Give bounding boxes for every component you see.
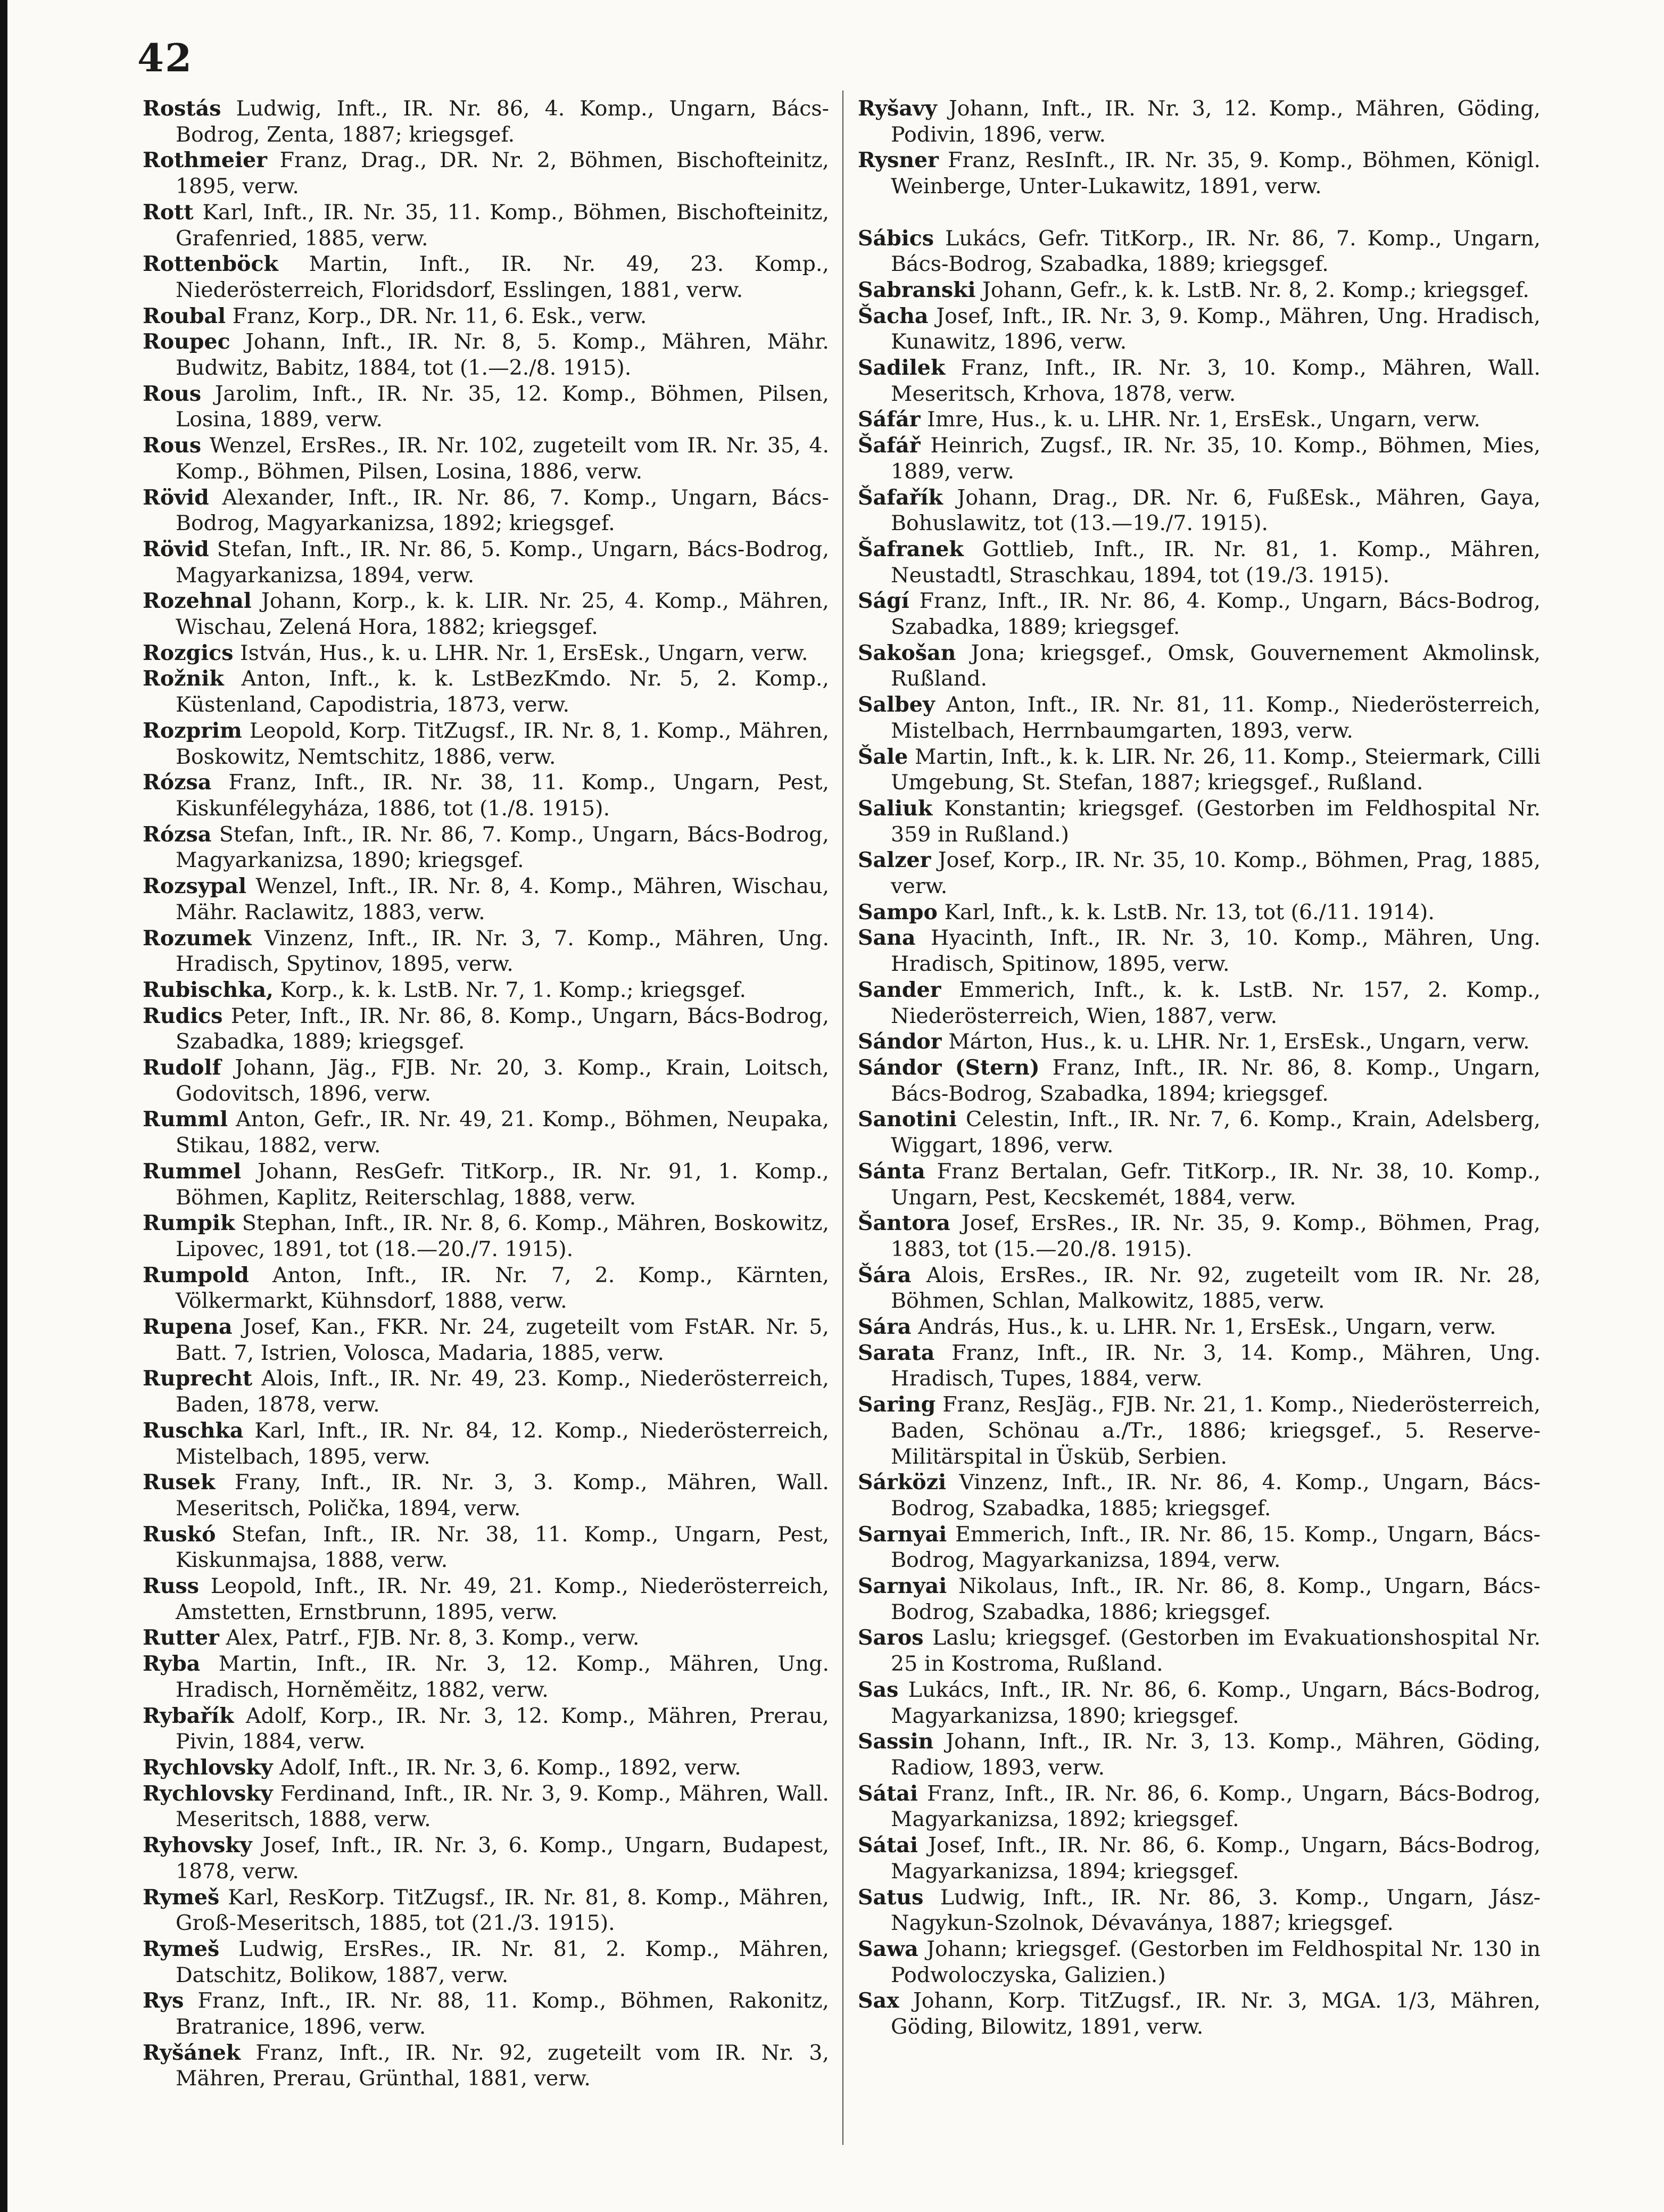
list-item (143, 1988, 829, 2040)
entry-surname: Rumml (143, 1107, 228, 1132)
list-item (143, 2040, 829, 2092)
entry-details: Alois, ErsRes., IR. Nr. 92, zugeteilt vom IR. Nr. 28, Böhmen, Schlan, Malkowitz, 1885, verw. (891, 1262, 1541, 1314)
entry-details: Ludwig, Inft., IR. Nr. 86, 3. Komp., Ungarn, Jász-Nagykun-Szolnok, Dévaványa, 1887; kriegsgef. (891, 1885, 1541, 1936)
entry-details: Anton, Gefr., IR. Nr. 49, 21. Komp., Böhmen, Neupaka, Stikau, 1882, verw. (176, 1107, 829, 1158)
entry-details: Franz, Drag., DR. Nr. 2, Böhmen, Bischofteinitz, 1895, verw. (176, 148, 829, 199)
entry-details: Josef, Korp., IR. Nr. 35, 10. Komp., Böhmen, Prag, 1885, verw. (891, 848, 1541, 899)
entry-details: Wenzel, ErsRes., IR. Nr. 102, zugeteilt vom IR. Nr. 35, 4. Komp., Böhmen, Pilsen, Losina, 1886, verw. (176, 433, 830, 484)
entry-details: Jona; kriegsgef., Omsk, Gouvernement Akmolinsk, Rußland. (891, 640, 1541, 691)
entry-details: Laslu; kriegsgef. (Gestorben im Evakuationshospital Nr. 25 in Kostroma, Rußland. (891, 1625, 1541, 1677)
entry-surname: Roubal (143, 303, 226, 328)
entry-surname: Sampo (858, 899, 938, 925)
list-item (858, 1470, 1541, 1521)
list-item (143, 1055, 829, 1107)
list-item (143, 329, 829, 381)
entry-surname: Ryšavy (858, 96, 937, 121)
entry-details: Anton, Inft., IR. Nr. 81, 11. Komp., Niederösterreich, Mistelbach, Herrnbaumgarten, 1893, verw. (891, 692, 1541, 743)
list-item (143, 1003, 829, 1055)
entry-surname: Šafář (858, 433, 921, 458)
list-item (143, 1314, 829, 1366)
entry-surname: Ruskó (143, 1522, 216, 1547)
entry-surname: Rupena (143, 1315, 233, 1340)
list-item (143, 1159, 829, 1210)
entry-surname: Rummel (143, 1159, 242, 1184)
list-item (143, 537, 829, 588)
list-item (143, 770, 829, 821)
list-item (858, 1314, 1541, 1340)
entry-surname: Ságí (858, 589, 909, 614)
entry-surname: Sas (858, 1677, 899, 1702)
entry-details: Emmerich, Inft., IR. Nr. 86, 15. Komp., Ungarn, Bács-Bodrog, Magyarkanizsa, 1894, verw. (891, 1522, 1541, 1573)
entry-details: Imre, Hus., k. u. LHR. Nr. 1, ErsEsk., Ungarn, verw. (927, 407, 1480, 432)
entry-surname: Ruschka (143, 1418, 244, 1443)
entry-surname: Rozsypal (143, 874, 247, 899)
list-item (143, 666, 829, 717)
entry-surname: Rottenböck (143, 252, 278, 277)
list-item (858, 1988, 1541, 2040)
entry-surname: Rózsa (143, 770, 212, 795)
list-item (143, 718, 829, 770)
entry-details: Emmerich, Inft., k. k. LstB. Nr. 157, 2. Komp., Niederösterreich, Wien, 1887, verw. (891, 977, 1541, 1028)
entry-surname: Šafařík (858, 485, 943, 510)
list-item (143, 1366, 829, 1417)
entry-details: Konstantin; kriegsgef. (Gestorben im Feldhospital Nr. 359 in Rußland.) (891, 796, 1541, 847)
list-item (858, 1029, 1541, 1055)
list-item (858, 1522, 1541, 1573)
list-item (143, 1522, 829, 1573)
list-item (858, 1833, 1541, 1884)
list-item (143, 147, 829, 199)
list-item (858, 744, 1541, 796)
entry-details: Franz, Inft., IR. Nr. 3, 14. Komp., Mähren, Ung. Hradisch, Tupes, 1884, verw. (891, 1340, 1541, 1391)
list-item (143, 200, 829, 251)
entry-surname: Sanotini (858, 1107, 957, 1132)
entry-details: Ludwig, ErsRes., IR. Nr. 81, 2. Komp., Mähren, Datschitz, Bolikow, 1887, verw. (176, 1936, 829, 1987)
entry-surname: Rous (143, 433, 202, 458)
scan-border (0, 0, 7, 2212)
entry-surname: Rumpik (143, 1211, 235, 1236)
list-item (143, 1755, 829, 1781)
entry-surname: Sax (858, 1988, 899, 2013)
entry-surname: Russ (143, 1574, 200, 1599)
entry-details: Ludwig, Inft., IR. Nr. 86, 4. Komp., Ungarn, Bács-Bodrog, Zenta, 1887; kriegsgef. (176, 96, 829, 147)
page-number: 42 (137, 35, 193, 80)
entry-details: Franz, ResInft., IR. Nr. 35, 9. Komp., Böhmen, Königl. Weinberge, Unter-Lukawitz, 1891, verw. (891, 148, 1541, 199)
entry-details: Karl, Inft., k. k. LstB. Nr. 13, tot (6./11. 1914). (944, 899, 1435, 925)
entry-details: Stefan, Inft., IR. Nr. 86, 7. Komp., Ungarn, Bács-Bodrog, Magyarkanizsa, 1890; kriegsgef. (176, 822, 829, 873)
entry-details: Leopold, Korp. TitZugsf., IR. Nr. 8, 1. Komp., Mähren, Boskowitz, Nemtschitz, 1886, verw. (176, 718, 829, 769)
entry-surname: Rychlovsky (143, 1781, 273, 1806)
list-item (858, 96, 1541, 147)
entry-surname: Sára (858, 1315, 912, 1340)
entry-surname: Rusek (143, 1470, 216, 1495)
list-item (858, 147, 1541, 199)
list-item (858, 303, 1541, 355)
entry-details: Johann, Inft., IR. Nr. 3, 13. Komp., Mähren, Göding, Radiow, 1893, verw. (891, 1729, 1541, 1780)
list-item (858, 433, 1541, 484)
list-item (858, 925, 1541, 977)
list-item (858, 1573, 1541, 1625)
entry-surname: Sakošan (858, 640, 956, 665)
left-column (143, 96, 829, 2092)
list-item (858, 1936, 1541, 1988)
list-item (858, 847, 1541, 899)
entry-surname: Sábics (858, 226, 934, 251)
entry-surname: Ryba (143, 1652, 201, 1677)
list-item (143, 1625, 829, 1651)
entry-surname: Rybařík (143, 1703, 234, 1728)
entry-details: Stephan, Inft., IR. Nr. 8, 6. Komp., Mähren, Boskowitz, Lipovec, 1891, tot (18.—20./7. 1915). (176, 1211, 830, 1261)
entry-details: Johann, Inft., IR. Nr. 8, 5. Komp., Mähren, Mähr. Budwitz, Babitz, 1884, tot (1.—2./8. 1915). (176, 329, 829, 381)
list-item (858, 796, 1541, 847)
list-item (143, 640, 829, 666)
right-column (858, 96, 1541, 2040)
entry-surname: Šale (858, 744, 908, 769)
entry-surname: Rozehnal (143, 589, 252, 614)
entry-details: Celestin, Inft., IR. Nr. 7, 6. Komp., Krain, Adelsberg, Wiggart, 1896, verw. (891, 1107, 1541, 1158)
list-item (143, 977, 829, 1003)
list-item (143, 433, 829, 484)
entry-details: Johann, Korp. TitZugsf., IR. Nr. 3, MGA. 1/3, Mähren, Göding, Bilowitz, 1891, verw. (891, 1988, 1541, 2040)
entry-surname: Ruprecht (143, 1366, 253, 1391)
list-item (858, 588, 1541, 640)
entry-surname: Sátai (858, 1833, 918, 1858)
list-item (143, 588, 829, 640)
entry-details: Wenzel, Inft., IR. Nr. 8, 4. Komp., Mähren, Wischau, Mähr. Raclawitz, 1883, verw. (176, 874, 829, 925)
entry-surname: Rott (143, 200, 194, 225)
entry-details: Vinzenz, Inft., IR. Nr. 86, 4. Komp., Ungarn, Bács-Bodrog, Szabadka, 1885; kriegsgef. (891, 1470, 1541, 1521)
entry-details: Jarolim, Inft., IR. Nr. 35, 12. Komp., Böhmen, Pilsen, Losina, 1889, verw. (176, 381, 829, 432)
list-item (858, 1107, 1541, 1158)
list-item (143, 926, 829, 977)
entry-details: Franz, Inft., IR. Nr. 3, 10. Komp., Mähren, Wall. Meseritsch, Krhova, 1878, verw. (891, 356, 1541, 406)
entry-surname: Sándor (858, 1029, 942, 1054)
entry-surname: Sátai (858, 1781, 918, 1806)
entry-details: Franz, Inft., IR. Nr. 86, 8. Komp., Ungarn, Bács-Bodrog, Szabadka, 1894; kriegsgef. (891, 1055, 1541, 1106)
list-item (143, 873, 829, 925)
entry-surname: Šafranek (858, 537, 964, 562)
entry-surname: Sabranski (858, 277, 976, 302)
entry-details: Ferdinand, Inft., IR. Nr. 3, 9. Komp., Mähren, Wall. Meseritsch, 1888, verw. (176, 1781, 829, 1832)
list-item (143, 251, 829, 303)
entry-surname: Šára (858, 1262, 912, 1287)
entry-details: Martin, Inft., IR. Nr. 3, 12. Komp., Mähren, Ung. Hradisch, Horněměitz, 1882, verw. (176, 1652, 829, 1702)
list-item (143, 485, 829, 537)
list-item (858, 640, 1541, 692)
entry-details: Josef, ErsRes., IR. Nr. 35, 9. Komp., Böhmen, Prag, 1883, tot (15.—20./8. 1915). (891, 1211, 1541, 1261)
entry-surname: Saliuk (858, 796, 933, 821)
entry-surname: Rozumek (143, 926, 252, 951)
list-item (858, 1340, 1541, 1392)
list-item (858, 1159, 1541, 1210)
entry-details: Franz, Korp., DR. Nr. 11, 6. Esk., verw. (232, 303, 647, 328)
entry-details: András, Hus., k. u. LHR. Nr. 1, ErsEsk., Ungarn, verw. (918, 1315, 1496, 1340)
entry-surname: Ryhovsky (143, 1833, 252, 1858)
entry-details: Adolf, Inft., IR. Nr. 3, 6. Komp., 1892, verw. (279, 1755, 741, 1780)
entry-surname: Rys (143, 1988, 184, 2013)
list-item (858, 1210, 1541, 1262)
list-item (858, 692, 1541, 744)
entry-surname: Rudolf (143, 1055, 221, 1080)
entry-details: Márton, Hus., k. u. LHR. Nr. 1, ErsEsk., Ungarn, verw. (948, 1029, 1530, 1054)
list-item (858, 1262, 1541, 1314)
entry-details: Alexander, Inft., IR. Nr. 86, 7. Komp., Ungarn, Bács-Bodrog, Magyarkanizsa, 1892; kriegsgef. (176, 485, 829, 536)
entry-details: Josef, Inft., IR. Nr. 3, 9. Komp., Mähren, Ung. Hradisch, Kunawitz, 1896, verw. (891, 303, 1541, 354)
entry-details: Franz, Inft., IR. Nr. 88, 11. Komp., Böhmen, Rakonitz, Bratranice, 1896, verw. (176, 1988, 829, 2040)
entry-surname: Sándor (Stern) (858, 1055, 1040, 1080)
list-item (858, 407, 1541, 433)
entry-details: Alex, Patrf., FJB. Nr. 8, 3. Komp., verw. (226, 1625, 640, 1650)
list-item (858, 537, 1541, 588)
list-item (143, 1703, 829, 1755)
entry-surname: Roupec (143, 329, 230, 354)
entry-surname: Rudics (143, 1003, 223, 1028)
entry-details: Franz Bertalan, Gefr. TitKorp., IR. Nr. 38, 10. Komp., Ungarn, Pest, Kecskemét, 1884, verw. (891, 1159, 1541, 1210)
entry-surname: Sander (858, 977, 941, 1002)
entry-details: Josef, Kan., FKR. Nr. 24, zugeteilt vom FstAR. Nr. 5, Batt. 7, Istrien, Volosca, Madaria, 1885, verw. (176, 1315, 829, 1365)
entry-details: Josef, Inft., IR. Nr. 86, 6. Komp., Ungarn, Bács-Bodrog, Magyarkanizsa, 1894; kriegsgef. (891, 1833, 1541, 1884)
list-item (143, 96, 829, 147)
list-item (858, 1729, 1541, 1780)
entry-surname: Rozgics (143, 640, 234, 665)
entry-details: Karl, ResKorp. TitZugsf., IR. Nr. 81, 8. Komp., Mähren, Groß-Meseritsch, 1885, tot (21./3. 1915). (176, 1885, 829, 1936)
list-item (858, 1055, 1541, 1107)
entry-surname: Sárközi (858, 1470, 947, 1495)
list-item (858, 1392, 1541, 1470)
entry-surname: Rövid (143, 537, 209, 562)
entry-details: Hyacinth, Inft., IR. Nr. 3, 10. Komp., Mähren, Ung. Hradisch, Spitinow, 1895, verw. (891, 926, 1541, 977)
list-item (143, 381, 829, 433)
entry-surname: Sarata (858, 1340, 935, 1365)
list-item (858, 899, 1541, 926)
entry-surname: Rubischka, (143, 977, 274, 1002)
list-item (143, 1262, 829, 1314)
list-item (143, 1470, 829, 1521)
entry-details: Nikolaus, Inft., IR. Nr. 86, 8. Komp., Ungarn, Bács-Bodrog, Szabadka, 1886; kriegsgef. (891, 1574, 1541, 1624)
entry-surname: Sarnyai (858, 1522, 947, 1547)
entry-surname: Šantora (858, 1211, 950, 1236)
entry-details: Lukács, Gefr. TitKorp., IR. Nr. 86, 7. Komp., Ungarn, Bács-Bodrog, Szabadka, 1889; kriegsgef. (891, 226, 1541, 277)
list-item (858, 977, 1541, 1029)
entry-details: Frany, Inft., IR. Nr. 3, 3. Komp., Mähren, Wall. Meseritsch, Polička, 1894, verw. (176, 1470, 829, 1521)
entry-surname: Šacha (858, 303, 929, 328)
entry-surname: Rövid (143, 485, 209, 510)
entry-details: Johann, Gefr., k. k. LstB. Nr. 8, 2. Komp.; kriegsgef. (982, 277, 1529, 302)
entry-details: Martin, Inft., IR. Nr. 49, 23. Komp., Niederösterreich, Floridsdorf, Esslingen, 1881, verw. (176, 252, 829, 302)
list-item (143, 1107, 829, 1158)
entry-details: Stefan, Inft., IR. Nr. 38, 11. Komp., Ungarn, Pest, Kiskunmajsa, 1888, verw. (176, 1522, 830, 1573)
entry-details: Karl, Inft., IR. Nr. 35, 11. Komp., Böhmen, Bischofteinitz, Grafenried, 1885, verw. (176, 200, 829, 251)
entry-details: Anton, Inft., IR. Nr. 7, 2. Komp., Kärnten, Völkermarkt, Kühnsdorf, 1888, verw. (176, 1262, 830, 1314)
entry-surname: Rysner (858, 148, 939, 173)
entry-surname: Rostás (143, 96, 221, 121)
entry-details: Franz, Inft., IR. Nr. 92, zugeteilt vom IR. Nr. 3, Mähren, Prerau, Grünthal, 1881, verw. (176, 2040, 829, 2091)
list-item (858, 277, 1541, 303)
entry-details: Franz, Inft., IR. Nr. 86, 4. Komp., Ungarn, Bács-Bodrog, Szabadka, 1889; kriegsgef. (891, 589, 1541, 640)
entry-surname: Sarnyai (858, 1574, 947, 1599)
list-item (858, 1781, 1541, 1833)
entry-surname: Rous (143, 381, 202, 406)
entry-surname: Sawa (858, 1936, 918, 1961)
entry-details: Heinrich, Zugsf., IR. Nr. 35, 10. Komp., Böhmen, Mies, 1889, verw. (891, 433, 1541, 484)
list-item (143, 1833, 829, 1884)
entry-surname: Rózsa (143, 822, 212, 847)
list-item (143, 1210, 829, 1262)
entry-details: Stefan, Inft., IR. Nr. 86, 5. Komp., Ungarn, Bács-Bodrog, Magyarkanizsa, 1894, verw. (176, 537, 830, 588)
entry-details: István, Hus., k. u. LHR. Nr. 1, ErsEsk., Ungarn, verw. (240, 640, 808, 665)
entry-details: Josef, Inft., IR. Nr. 3, 6. Komp., Ungarn, Budapest, 1878, verw. (176, 1833, 829, 1884)
entry-details: Adolf, Korp., IR. Nr. 3, 12. Komp., Mähren, Prerau, Pivin, 1884, verw. (176, 1703, 829, 1754)
entry-details: Johann, Jäg., FJB. Nr. 20, 3. Komp., Krain, Loitsch, Godovitsch, 1896, verw. (176, 1055, 829, 1106)
entry-surname: Satus (858, 1885, 924, 1910)
entry-details: Johann, ResGefr. TitKorp., IR. Nr. 91, 1. Komp., Böhmen, Kaplitz, Reiterschlag, 1888, verw. (176, 1159, 829, 1210)
list-item (143, 1936, 829, 1988)
entry-surname: Rychlovsky (143, 1755, 273, 1780)
entry-details: Anton, Inft., k. k. LstBezKmdo. Nr. 5, 2. Komp., Küstenland, Capodistria, 1873, verw. (176, 666, 829, 717)
list-item (858, 355, 1541, 407)
entry-details: Leopold, Inft., IR. Nr. 49, 21. Komp., Niederösterreich, Amstetten, Ernstbrunn, 1895, verw. (176, 1574, 829, 1624)
entry-surname: Sassin (858, 1729, 934, 1754)
entry-surname: Rymeš (143, 1885, 220, 1910)
entry-surname: Saros (858, 1625, 924, 1650)
entry-details: Franz, Inft., IR. Nr. 38, 11. Komp., Ungarn, Pest, Kiskunfélegyháza, 1886, tot (1./8. 1915). (176, 770, 829, 821)
column-divider (842, 90, 843, 2145)
entry-surname: Rožnik (143, 666, 224, 691)
entry-surname: Salbey (858, 692, 935, 717)
entry-details: Johann, Drag., DR. Nr. 6, FußEsk., Mähren, Gaya, Bohuslawitz, tot (13.—19./7. 1915). (891, 485, 1541, 536)
entry-details: Korp., k. k. LstB. Nr. 7, 1. Komp.; kriegsgef. (280, 977, 747, 1002)
list-item (143, 1781, 829, 1833)
entry-surname: Rozprim (143, 718, 242, 743)
list-item (143, 303, 829, 329)
entry-surname: Sadilek (858, 356, 946, 381)
entry-surname: Rumpold (143, 1262, 249, 1287)
entry-details: Karl, Inft., IR. Nr. 84, 12. Komp., Niederösterreich, Mistelbach, 1895, verw. (176, 1418, 829, 1469)
list-item (143, 1573, 829, 1625)
list-item (858, 1885, 1541, 1936)
entry-details: Lukács, Inft., IR. Nr. 86, 6. Komp., Ungarn, Bács-Bodrog, Magyarkanizsa, 1890; kriegsgef. (891, 1677, 1541, 1728)
entry-details: Alois, Inft., IR. Nr. 49, 23. Komp., Niederösterreich, Baden, 1878, verw. (176, 1366, 829, 1417)
entry-details: Johann; kriegsgef. (Gestorben im Feldhospital Nr. 130 in Podwoloczyska, Galizien.) (891, 1936, 1541, 1987)
entry-details: Gottlieb, Inft., IR. Nr. 81, 1. Komp., Mähren, Neustadtl, Straschkau, 1894, tot (19./3. 1915). (891, 537, 1541, 588)
entry-surname: Rothmeier (143, 148, 268, 173)
list-item (143, 822, 829, 873)
list-item (858, 485, 1541, 537)
entry-details: Vinzenz, Inft., IR. Nr. 3, 7. Komp., Mähren, Ung. Hradisch, Spytinov, 1895, verw. (176, 926, 829, 977)
list-item (858, 1677, 1541, 1729)
entry-surname: Sana (858, 926, 916, 951)
entry-surname: Salzer (858, 848, 931, 873)
list-item (143, 1418, 829, 1470)
list-item (858, 1625, 1541, 1677)
entry-details: Martin, Inft., k. k. LIR. Nr. 26, 11. Komp., Steiermark, Cilli Umgebung, St. Stefan, 1887; kriegsgef., Rußland. (891, 744, 1541, 795)
list-item (143, 1885, 829, 1936)
list-item (858, 226, 1541, 277)
entry-surname: Saring (858, 1392, 936, 1417)
entry-surname: Rymeš (143, 1936, 220, 1961)
entry-surname: Rutter (143, 1625, 219, 1650)
entry-details: Franz, Inft., IR. Nr. 86, 6. Komp., Ungarn, Bács-Bodrog, Magyarkanizsa, 1892; kriegsgef. (891, 1781, 1541, 1832)
entry-surname: Sáfár (858, 407, 921, 432)
entry-details: Johann, Inft., IR. Nr. 3, 12. Komp., Mähren, Göding, Podivin, 1896, verw. (891, 96, 1541, 147)
entry-details: Peter, Inft., IR. Nr. 86, 8. Komp., Ungarn, Bács-Bodrog, Szabadka, 1889; kriegsgef. (176, 1003, 829, 1054)
entry-details: Franz, ResJäg., FJB. Nr. 21, 1. Komp., Niederösterreich, Baden, Schönau a./Tr., 1886; kriegsgef., 5. Reserve-Militärspital in Üsküb, Serbien. (891, 1392, 1541, 1469)
list-item (143, 1651, 829, 1703)
entry-details: Johann, Korp., k. k. LIR. Nr. 25, 4. Komp., Mähren, Wischau, Zelená Hora, 1882; kriegsgef. (176, 589, 829, 640)
entry-surname: Ryšánek (143, 2040, 241, 2065)
entry-surname: Sánta (858, 1159, 925, 1184)
